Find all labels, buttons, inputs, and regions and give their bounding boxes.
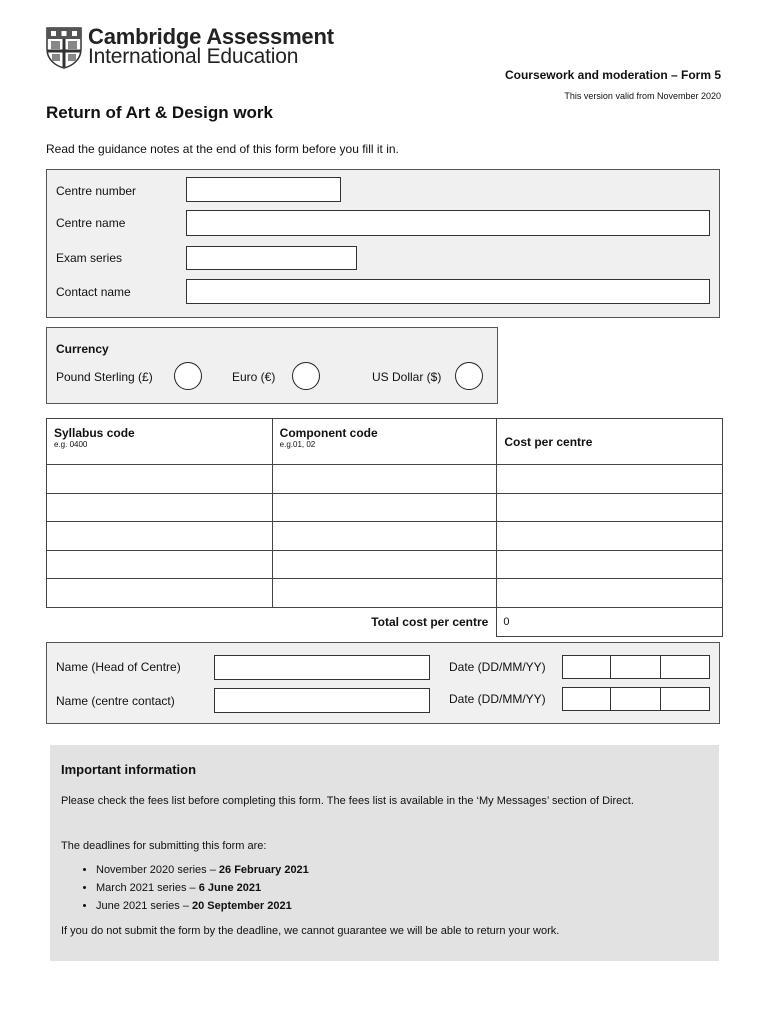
cost-cell[interactable] xyxy=(497,465,723,494)
logo-text-line2: International Education xyxy=(88,45,299,68)
date-year-field[interactable] xyxy=(660,655,710,679)
deadline-date: 26 February 2021 xyxy=(218,864,309,876)
head-of-centre-field[interactable] xyxy=(214,655,430,680)
exam-series-field[interactable] xyxy=(186,246,357,270)
exam-series-label: Exam series xyxy=(56,251,123,265)
date-label: Date (DD/MM/YY) xyxy=(449,660,546,674)
cost-cell[interactable] xyxy=(497,522,723,551)
cost-cell[interactable] xyxy=(497,493,723,522)
guidance-text: Read the guidance notes at the end of this form before you fill it in. xyxy=(46,142,399,156)
date-month-field[interactable] xyxy=(610,687,661,711)
centre-details-section xyxy=(46,169,720,318)
version-note: This version valid from November 2020 xyxy=(564,91,721,101)
column-header-label: Component code xyxy=(279,426,378,440)
head-of-centre-input[interactable] xyxy=(215,656,429,679)
cost-cell[interactable] xyxy=(497,579,723,608)
centre-name-input[interactable] xyxy=(187,211,709,235)
table-row xyxy=(47,550,723,579)
centre-name-field[interactable] xyxy=(186,210,710,236)
info-fees-paragraph: Please check the fees list before completing this form. The fees list is available in the ‘My Messages’ section of Direct. xyxy=(61,795,634,807)
contact-name-input[interactable] xyxy=(187,280,709,303)
component-code-header xyxy=(272,419,497,465)
date-day-field[interactable] xyxy=(562,655,611,679)
syllabus-code-header xyxy=(47,419,273,465)
date-label: Date (DD/MM/YY) xyxy=(449,692,546,706)
column-header-label: Cost per centre xyxy=(504,434,593,449)
currency-heading: Currency xyxy=(56,342,109,356)
total-row xyxy=(47,607,723,636)
contact-name-field[interactable] xyxy=(186,279,710,304)
centre-name-label: Centre name xyxy=(56,216,126,230)
cost-per-centre-header xyxy=(497,419,723,465)
euro-radio[interactable] xyxy=(292,362,320,390)
table-header-row xyxy=(47,419,723,465)
form-label: Coursework and moderation – Form 5 xyxy=(504,68,721,82)
centre-number-input[interactable] xyxy=(187,178,340,201)
column-header-hint: e.g. 0400 xyxy=(54,440,88,449)
component-code-cell[interactable] xyxy=(272,550,497,579)
important-information-section xyxy=(50,745,719,961)
total-cost-value[interactable]: 0 xyxy=(497,607,723,636)
currency-option-label: Euro (€) xyxy=(232,370,276,384)
exam-series-input[interactable] xyxy=(187,247,356,269)
component-code-cell[interactable] xyxy=(272,522,497,551)
component-code-cell[interactable] xyxy=(272,493,497,522)
component-code-cell[interactable] xyxy=(272,465,497,494)
syllabus-code-cell[interactable] xyxy=(47,493,273,522)
currency-section xyxy=(46,327,498,404)
table-row xyxy=(47,579,723,608)
table-row xyxy=(47,522,723,551)
us-dollar-radio[interactable] xyxy=(455,362,483,390)
date-month-field[interactable] xyxy=(610,655,661,679)
list-item xyxy=(96,897,309,915)
contact-name-label: Contact name xyxy=(56,285,131,299)
date-day-field[interactable] xyxy=(562,687,611,711)
centre-contact-field[interactable] xyxy=(214,688,430,713)
table-row xyxy=(47,493,723,522)
currency-option-label: US Dollar ($) xyxy=(372,370,442,384)
syllabus-code-cell[interactable] xyxy=(47,522,273,551)
signature-section xyxy=(46,642,720,724)
deadline-series: March 2021 series – xyxy=(96,882,199,894)
deadline-series: November 2020 series – xyxy=(96,864,219,876)
syllabus-code-cell[interactable] xyxy=(47,550,273,579)
list-item xyxy=(96,861,309,879)
university-shield-icon xyxy=(46,27,82,69)
info-deadlines-intro: The deadlines for submitting this form are: xyxy=(61,840,267,852)
cost-cell[interactable] xyxy=(497,550,723,579)
centre-number-field[interactable] xyxy=(186,177,341,202)
info-title: Important information xyxy=(61,762,197,777)
centre-contact-label: Name (centre contact) xyxy=(56,694,175,708)
logo-text-line1: Cambridge Assessment xyxy=(88,24,334,49)
component-code-cell[interactable] xyxy=(272,579,497,608)
total-cost-label: Total cost per centre xyxy=(47,607,497,636)
currency-option-label: Pound Sterling (£) xyxy=(56,370,153,384)
date-year-field[interactable] xyxy=(660,687,710,711)
centre-contact-input[interactable] xyxy=(215,689,429,712)
table-row xyxy=(47,465,723,494)
syllabus-code-cell[interactable] xyxy=(47,465,273,494)
list-item xyxy=(96,879,309,897)
deadline-series: June 2021 series – xyxy=(96,900,193,912)
pound-sterling-radio[interactable] xyxy=(174,362,202,390)
column-header-hint: e.g.01, 02 xyxy=(279,440,316,449)
page-title: Return of Art & Design work xyxy=(46,103,273,122)
deadline-list xyxy=(74,861,309,915)
centre-number-label: Centre number xyxy=(56,184,137,198)
deadline-date: 20 September 2021 xyxy=(192,900,292,912)
column-header-label: Syllabus code xyxy=(54,426,135,440)
cost-table xyxy=(46,418,723,637)
deadline-date: 6 June 2021 xyxy=(198,882,262,894)
head-of-centre-label: Name (Head of Centre) xyxy=(56,660,181,674)
info-warning-paragraph: If you do not submit the form by the deadline, we cannot guarantee we will be able to return your work. xyxy=(61,925,560,937)
syllabus-code-cell[interactable] xyxy=(47,579,273,608)
